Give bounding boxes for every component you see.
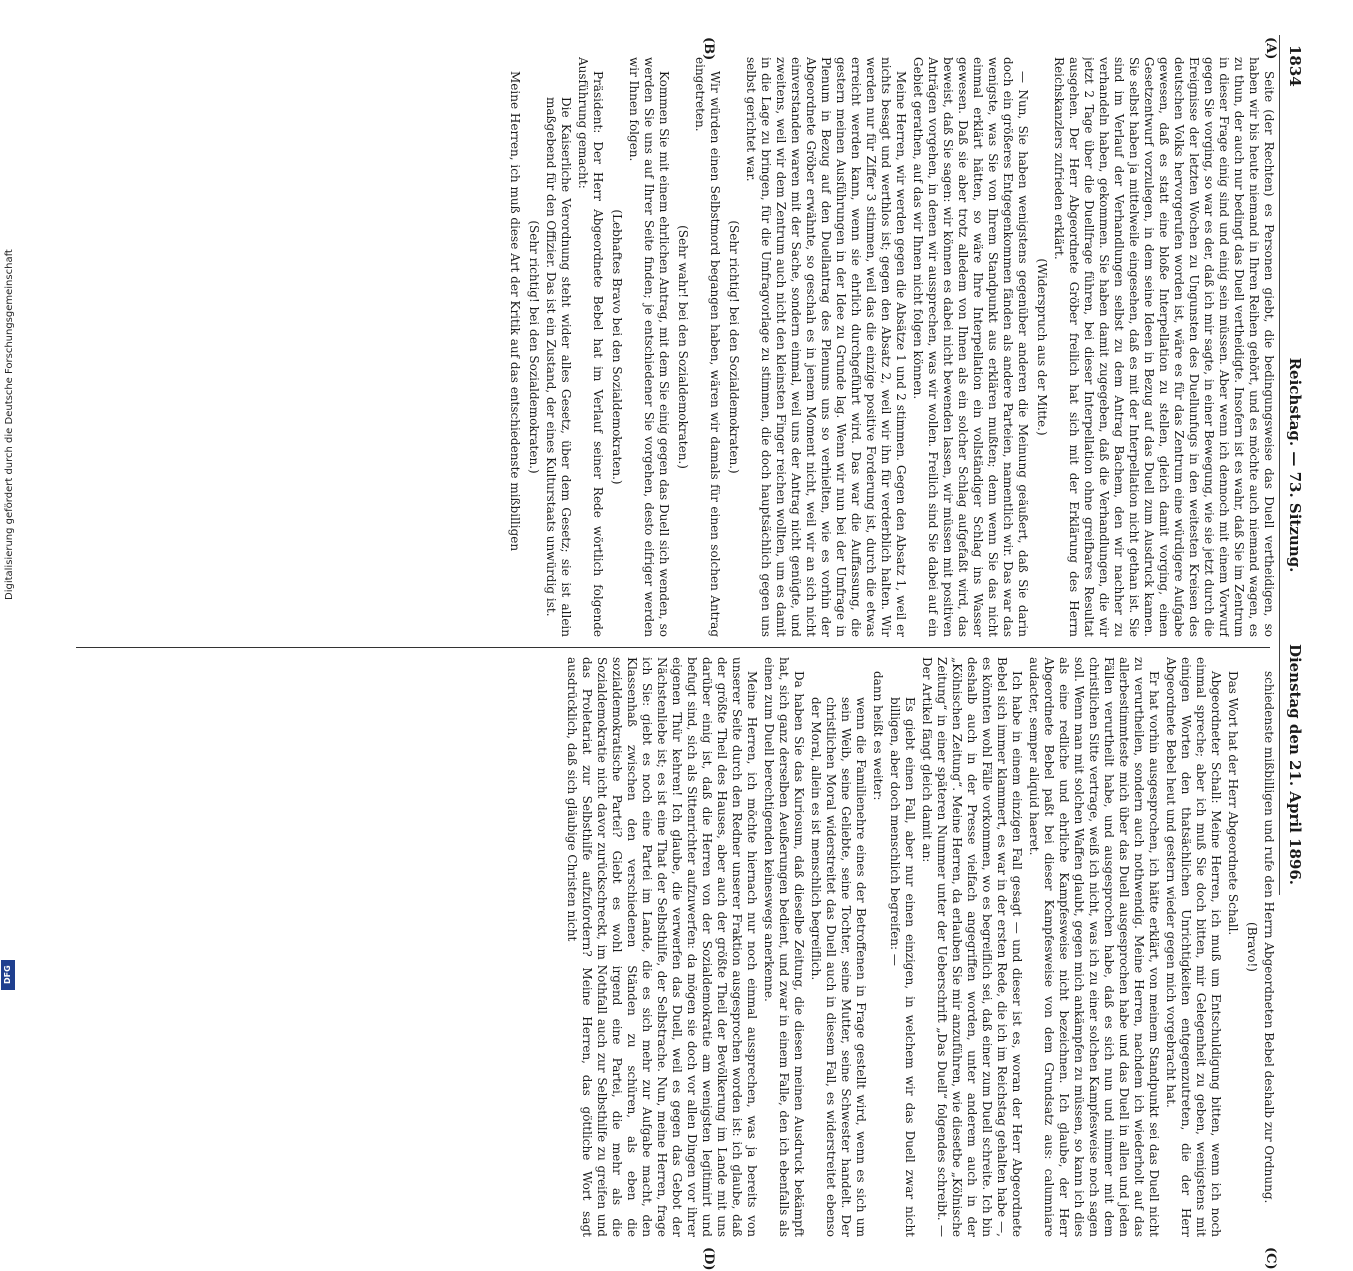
paragraph: Da haben Sie das Kuriosum, daß dieselbe Zeitung, die diesen meinen Ausdruck bekämpft hat, sich ganz derselben Aeußerungen bedient, und zwar in einem Falle, den ich ebenfalls als einen zum Duell berechtigenden keineswegs anerkenne. [762, 657, 806, 1237]
paragraph: Das Wort hat der Herr Abgeordnete Schall. [1226, 671, 1240, 936]
paragraph: Meine Herren, wir werden gegen die Absätze 1 und 2 stimmen. Gegen den Absatz 1, weil er nichts besagt und werthlos ist; gegen den Absatz 2, weil wir ihn für verderblich halten. Wir werden nur für Ziffer 3 stimmen, weil das die einzige positive Forderung ist, durch die etwas erreicht werden kann, wenn sie ehrlich durchgeführt wird. Das war die Auffassung, die gestern meinen Ausführungen in der Idee zu Grunde lag. Wenn wir nun bei der Umfrage in Plenum in Bezug auf den Duellantrag des Plenums uns so verhielten, wie es vorhin der Abgeordnete Gröber erwähnte, so geschah es in jenem Moment nicht, weil wir an sich nicht einverstanden waren mit der Sache, sondern einmal, weil uns der Antrag nicht genügte, und zweitens, weil wir dem Zentrum auch nicht den kleinsten Finger reichen wollten, um es damit in die Lage zu bringen, für die Umfragvorlage zu stimmen, die doch hauptsächlich gegen uns selbst gerichtet war. [744, 57, 908, 637]
quote: Die Kaiserliche Verordnung steht wider alles Gesetz, über dem Gesetz; sie ist allein maßgebend für den Offizier. Das ist ein Zustand, der eines Kulturstaats unwürdig ist. [544, 97, 573, 637]
paragraph: Präsident: Der Herr Abgeordnete Bebel hat im Verlauf seiner Rede wörtlich folgende Ausführung gemacht: [576, 57, 605, 637]
columns [76, 37, 1278, 1271]
quote: wenn die Familienehre eines der Betroffenen in Frage gestellt wird, wenn es sich um sein Weib, seine Geliebte, seine Tochter, seine Mutter, seine Schwester handelt. Der christlichen Moral widerstreitet das Duell auch in diesem Fall, es widerstreitet ebenso der Moral, allein es ist menschlich begreiflich. [809, 697, 868, 1237]
interjection: (Sehr wahr! bei den Sozialdemokraten.) [676, 225, 690, 469]
margin-mark-a: (A) [1263, 37, 1278, 60]
column-divider [76, 647, 1270, 648]
page-header [1279, 35, 1306, 895]
paragraph: Abgeordneter Schall: Meine Herren, ich muß um Entschuldigung bitten, wenn ich noch einmal spreche; aber ich muß Sie doch bitten, mir Gelegenheit zu geben, wenigstens mit einigen Worten den thatsächlichen Unrichtigkeiten entgegenzutreten, die der Herr Abgeordnete Bebel heut und gestern wieder gegen mich vorgebracht hat. [1164, 657, 1223, 1237]
paragraph: Seite (der Rechten) es Personen giebt, die bedingungsweise das Duell vertheidigen, so haben wir bis heute niemand in Ihren Reihen gehört, und es möchte auch niemand wagen, es zu thun, der auch nur bedingt das Duell vertheidigte. Insofern ist es wahr, daß Sie im Zentrum in dieser Frage einig sind und einig sein müssen. Aber wenn ich dennoch mit einem Vorwurf gegen Sie vorging, so war es der, daß ich mir sagte, in einer Bewegung, wie sie jetzt durch die Ereignisse der letzten Wochen zu Ungunsten des Duellunfugs in den weitesten Kreisen des deutschen Volks hervorgerufen worden ist, wäre es für das Zentrum eine würdigere Aufgabe gewesen, daß es statt eine bloße Interpellation zu stellen, gleich damit vorging, einen Gesetzentwurf vorzulegen, in dem seine Ideen in Bezug auf das Duell zum Ausdruck kamen. Sie selbst haben ja mittelweile eingesehen, daß es mit der Interpellation nicht gethan ist. Sie sind im Verlauf der Verhandlungen selbst zu dem Antrag Bachem, den wir nachher zu verhandeln haben, gekommen. Sie haben damit zugegeben, daß die Verhandlungen, die wir jetzt 2 Tage über die Duellfrage führen, bei dieser Interpellation ohne greifbares Resultat ausgehen. Der Herr Abgeordnete Gröber freilich hat sich mit der Erklärung des Herrn Reichskanzlers zufrieden erklärt. [1052, 57, 1276, 637]
paragraph: Ich habe in einem einzigen Fall gesagt — und dieser ist es, woran der Herr Abgeordnete Bebel sich immer klammert, es war in der ersten Rede, die ich im Reichstag gehalten habe —, es könnten wohl Fälle vorkommen, wo es begreiflich sei, daß einer zum Duell schreite. Ich bin deshalb auch in der Presse vielfach angegriffen worden, unter anderem auch in der „Kölnischen Zeitung“. Meine Herren, da erlauben Sie mir anzuführen, wie diesetbe „Kölnische Zeitung“ in einer späteren Nummer unter der Ueberschrift „Das Duell“ folgendes schreibt. — Der Artikel fängt gleich damit an: [920, 657, 1024, 1237]
page-number: 1834 [1286, 45, 1304, 87]
interjection: (Bravo!) [1245, 922, 1259, 972]
interjection: (Lebhaftes Bravo bei den Sozialdemokraten.) [610, 209, 624, 485]
digitization-note: Digitalisierung gefördert durch die Deutsche Forschungsgemeinschaft [4, 249, 15, 600]
paragraph: Meine Herren, ich muß diese Art der Kritik auf das entschiedenste mißbilligen [508, 71, 522, 552]
interjection: (Sehr richtig! bei den Sozialdemokraten.) [527, 220, 541, 474]
paragraph: Meine Herren, ich möchte hiernach nur noch einmal aussprechen, was ja bereits von unserer Seite durch den Redner unserer Fraktion ausgesprochen worden ist: ich glaube, daß der größte Theil des Hauses, aber auch der größte Theil der Bevölkerung im Lande mit uns darüber einig ist, daß die Herren von der Sozialdemokratie am wenigsten legitimirt und befugt sind, sich als Sittenrichter aufzuwerfen: da mögen sie doch vor allen Dingen vor ihrer eigenen Thür kehren! Ich glaube, die verwerfen das Duell, weil es gegen das Gebot der Nächstenliebe ist; es ist eine That der Selbsthilfe, der Selbstrache. Nun, meine Herren, frage ich Sie: giebt es noch eine Partei im Lande, die es sich mehr zur Aufgabe macht, den Klassenhaß zwischen den verschiedenen Ständen zu schüren, als eben die sozialdemokratische Partei? Giebt es wohl irgend eine Partei, die mehr als die Sozialdemokratie nicht davor zurückschreckt, im Nothfall auch zur Selbsthilfe zu greifen und das Proletariat zur Selbsthilfe aufzufordern? Meine Herren, das göttliche Wort sagt ausdrücklich, daß sich gläubige Christen nicht [565, 657, 759, 1237]
rotated-page [76, 35, 1306, 1271]
paragraph: Er hat vorhin ausgesprochen, ich hätte erklärt, von meinem Standpunkt sei das Duell nicht zu verurtheilen, sondern auch nothwendig. Meine Herren, nachdem ich wiederholt auf das allerbestimmteste mich über das Duell ausgesprochen habe und das Duell in allen und jeden Fällen verurtheilt habe, und ausgesprochen habe, daß es sich nun und nimmer mit dem christlichen Sitte vertrage, weiß ich nicht, was ich zu einer solchen Kampfesweise noch sagen soll. Wenn man mit solchen Waffen glaubt, gegen mich ankämpfen zu müssen, so kann ich dies als eine redliche und ehrliche Kampfesweise nicht bezeichnen. Ich glaube, der Herr Abgeordnete Bebel paßt bei dieser Kampfesweise von dem Grundsatz aus: calumniare audacter, semper aliquid haeret. [1027, 657, 1161, 1237]
margin-mark-d: (D) [701, 1247, 716, 1271]
page-title: Reichstag. — 73. Sitzung. [1286, 357, 1304, 573]
margin-mark-b: (B) [701, 37, 716, 61]
paragraph: Wir würden einen Selbstmord begangen haben, wären wir damals für einen solchen Antrag eingetreten. [693, 57, 722, 637]
paragraph: dann heißt es weiter: [871, 671, 885, 801]
left-column [76, 57, 1276, 637]
paragraph: schiedenste mißbilligen und rufe den Herrn Abgeordneten Bebel deshalb zur Ordnung. [1262, 671, 1276, 1204]
right-column [76, 657, 1276, 1237]
margin-mark-c: (C) [1263, 1247, 1278, 1270]
quote: Es giebt einen Fall, aber nur einen einzigen, in welchem wir das Duell zwar nicht billigen, aber doch menschlich begreifen: — [888, 697, 917, 1237]
dfg-logo: DFG [1, 960, 15, 990]
interjection: (Widerspruch aus der Mitte.) [1035, 258, 1049, 436]
interjection: (Sehr richtig! bei den Sozialdemokraten.) [727, 220, 741, 474]
paragraph: Kommen Sie mit einem ehrlichen Antrag, mit dem Sie einig gegen das Duell sich wenden, so werden Sie uns auf Ihrer Seite finden; je entschiedener Sie vorgehen, desto eifriger werden wir Ihnen folgen. [627, 57, 671, 637]
page-date: Dienstag den 21. April 1896. [1286, 643, 1304, 885]
paragraph: — Nun, Sie haben wenigstens gegenüber anderen die Meinung geäußert, daß Sie darin doch ein größeres Entgegenkommen fänden als andere Parteien, namentlich wir. Das war das wenigste, was Sie von Ihrem Standpunkt aus erklären mußten; denn wenn Sie das nicht einmal erklärt hätten, so wäre Ihre Interpellation ein vollständiger Schlag ins Wasser gewesen. Daß sie aber trotz alledem von Ihnen als ein solcher Schlag aufgefaßt wird, das beweist, daß Sie sagen: wir können es dabei nicht bewenden lassen, wir müssen mit positiven Anträgen vorgehen, in denen wir aussprechen, was wir wollen. Freilich sind Sie dabei auf ein Gebiet gerathen, auf das wir Ihnen nicht folgen können. [911, 57, 1030, 637]
